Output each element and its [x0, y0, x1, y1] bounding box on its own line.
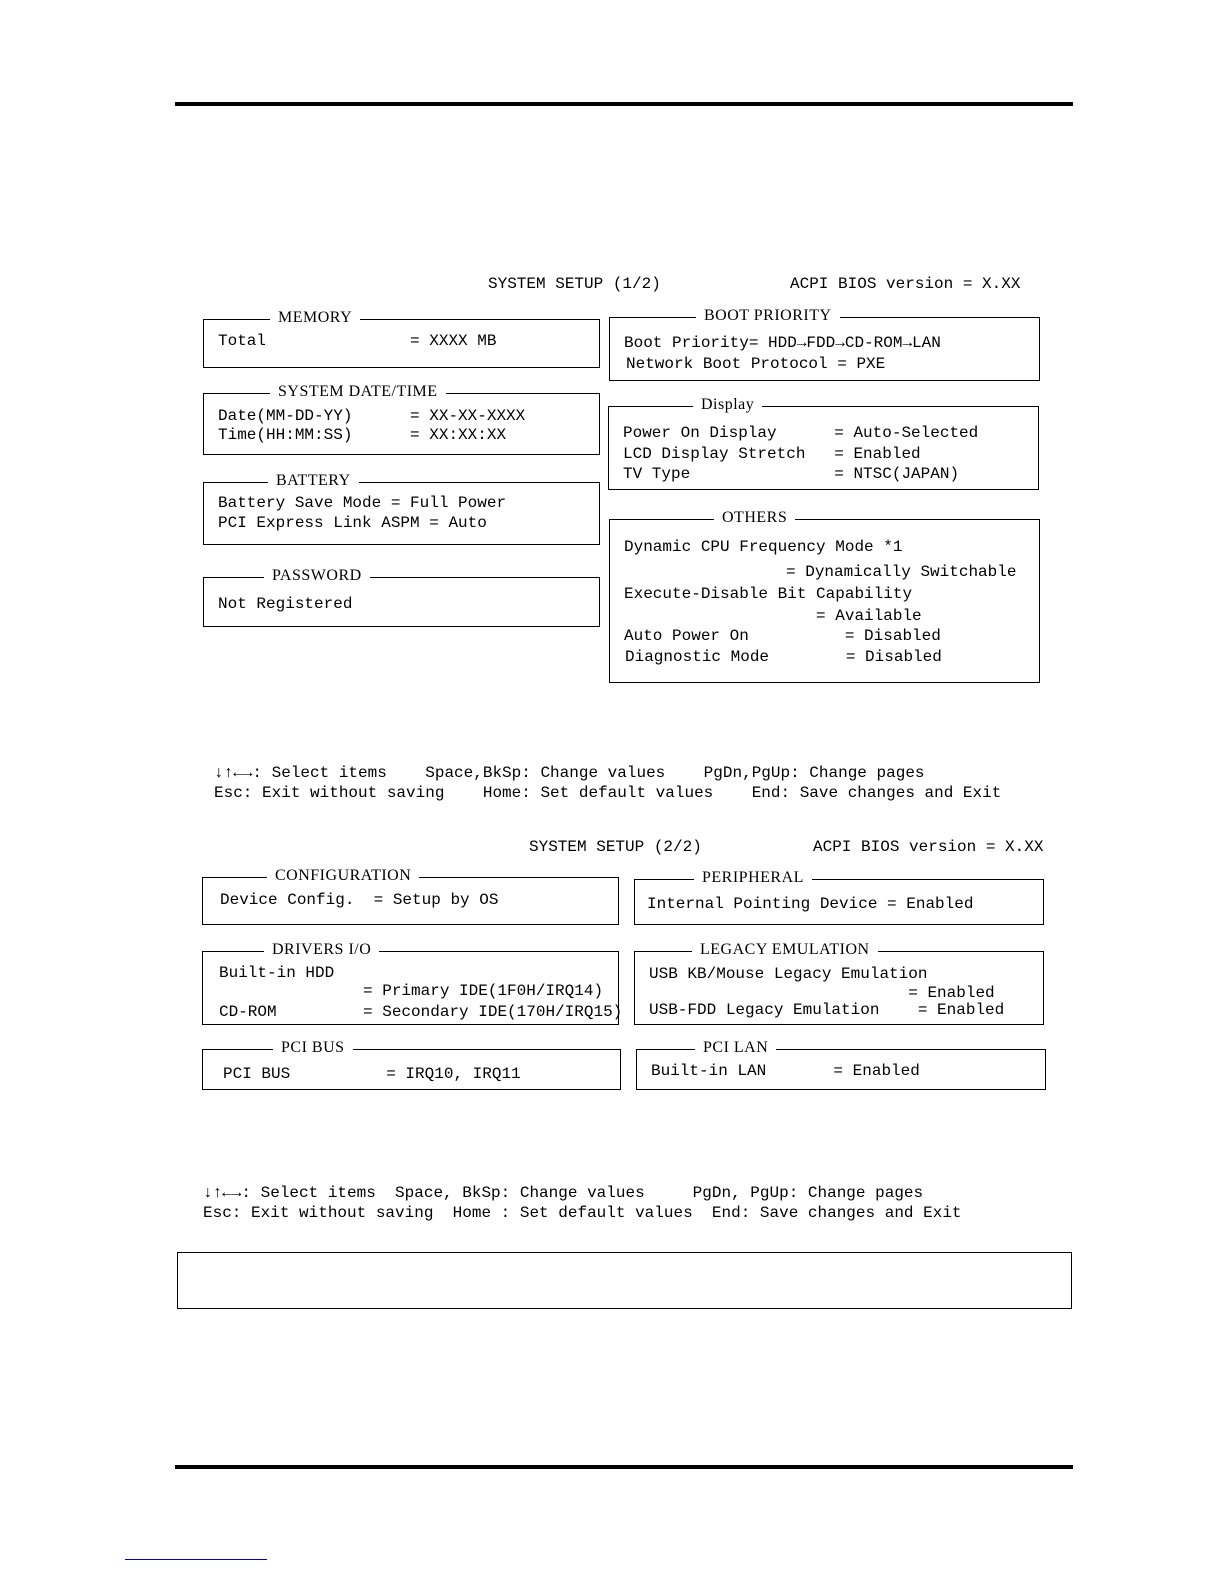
display-panel-title: Display	[693, 395, 762, 415]
usb-kb-mouse-legacy-row[interactable]: USB KB/Mouse Legacy Emulation	[649, 965, 928, 983]
boot-priority-panel	[609, 307, 1040, 381]
pci-express-aspm-row[interactable]: PCI Express Link ASPM = Auto	[218, 514, 487, 532]
cd-rom-row[interactable]: CD-ROM = Secondary IDE(170H/IRQ15)	[219, 1003, 623, 1021]
password-status-row[interactable]: Not Registered	[218, 595, 353, 613]
peripheral-panel-title: PERIPHERAL	[694, 868, 812, 888]
power-on-display-row[interactable]: Power On Display = Auto-Selected	[623, 424, 979, 442]
setup-page1-title: SYSTEM SETUP (1/2)	[488, 275, 661, 293]
pci-lan-panel-title: PCI LAN	[695, 1038, 776, 1058]
others-panel-title: OTHERS	[714, 508, 795, 528]
boot-priority-panel-title: BOOT PRIORITY	[696, 306, 840, 326]
memory-panel-title: MEMORY	[270, 308, 360, 328]
diagnostic-mode-row[interactable]: Diagnostic Mode = Disabled	[625, 648, 942, 666]
bottom-rule	[175, 1465, 1073, 1469]
password-panel-title: PASSWORD	[264, 566, 370, 586]
internal-pointing-device-row[interactable]: Internal Pointing Device = Enabled	[647, 895, 974, 913]
system-date-time-panel-title: SYSTEM DATE/TIME	[270, 382, 446, 402]
dynamic-cpu-frequency-value-row[interactable]: = Dynamically Switchable	[642, 563, 1017, 581]
battery-panel	[203, 472, 600, 545]
legacy-emulation-panel	[634, 941, 1044, 1025]
page2-help-line-2: Esc: Exit without saving Home : Set default values End: Save changes and Exit	[203, 1204, 962, 1222]
blank-caption-box	[177, 1252, 1072, 1309]
configuration-panel	[202, 867, 619, 925]
time-row[interactable]: Time(HH:MM:SS) = XX:XX:XX	[218, 426, 507, 444]
tv-type-row[interactable]: TV Type = NTSC(JAPAN)	[623, 465, 960, 483]
execute-disable-bit-row[interactable]: Execute-Disable Bit Capability	[624, 585, 913, 603]
drivers-io-panel-title: DRIVERS I/O	[264, 940, 379, 960]
pci-bus-panel	[202, 1039, 621, 1090]
execute-disable-bit-value-row[interactable]: = Available	[624, 607, 922, 625]
battery-save-mode-row[interactable]: Battery Save Mode = Full Power	[218, 494, 507, 512]
peripheral-panel	[634, 869, 1044, 925]
usb-fdd-legacy-row[interactable]: USB-FDD Legacy Emulation = Enabled	[649, 1001, 1005, 1019]
memory-panel	[203, 309, 600, 368]
display-panel	[608, 396, 1039, 490]
page1-help-line-2: Esc: Exit without saving Home: Set default values End: Save changes and Exit	[214, 784, 1002, 802]
configuration-panel-title: CONFIGURATION	[267, 866, 419, 886]
page2-help-line-1: ↓↑←→: Select items Space, BkSp: Change values PgDn, PgUp: Change pages	[203, 1184, 924, 1202]
legacy-emulation-panel-title: LEGACY EMULATION	[692, 940, 878, 960]
pci-bus-panel-title: PCI BUS	[273, 1038, 353, 1058]
others-panel	[609, 509, 1040, 683]
usb-kb-mouse-legacy-value-row[interactable]: = Enabled	[649, 984, 995, 1002]
memory-total-row[interactable]: Total = XXXX MB	[218, 332, 497, 350]
auto-power-on-row[interactable]: Auto Power On = Disabled	[624, 627, 941, 645]
built-in-hdd-value-row[interactable]: = Primary IDE(1F0H/IRQ14)	[219, 982, 604, 1000]
password-panel	[203, 567, 600, 627]
network-boot-protocol-row[interactable]: Network Boot Protocol = PXE	[626, 355, 886, 373]
page1-help-line-1: ↓↑←→: Select items Space,BkSp: Change values PgDn,PgUp: Change pages	[214, 764, 925, 782]
battery-panel-title: BATTERY	[268, 471, 359, 491]
lcd-display-stretch-row[interactable]: LCD Display Stretch = Enabled	[623, 445, 921, 463]
pci-bus-row[interactable]: PCI BUS = IRQ10, IRQ11	[223, 1065, 521, 1083]
date-row[interactable]: Date(MM-DD-YY) = XX-XX-XXXX	[218, 407, 526, 425]
device-config-row[interactable]: Device Config. = Setup by OS	[220, 891, 499, 909]
top-rule	[175, 102, 1073, 106]
system-date-time-panel	[203, 383, 600, 455]
footnote-separator	[125, 1559, 267, 1560]
built-in-lan-row[interactable]: Built-in LAN = Enabled	[651, 1062, 920, 1080]
drivers-io-panel	[202, 941, 623, 1025]
setup-page2-title: SYSTEM SETUP (2/2)	[529, 838, 702, 856]
pci-lan-panel	[636, 1039, 1046, 1090]
dynamic-cpu-frequency-row[interactable]: Dynamic CPU Frequency Mode *1	[624, 538, 903, 556]
setup-page1-bios-version: ACPI BIOS version = X.XX	[790, 275, 1021, 293]
setup-page2-bios-version: ACPI BIOS version = X.XX	[813, 838, 1044, 856]
built-in-hdd-row[interactable]: Built-in HDD	[219, 964, 335, 982]
boot-priority-row[interactable]: Boot Priority= HDD→FDD→CD-ROM→LAN	[624, 334, 941, 352]
